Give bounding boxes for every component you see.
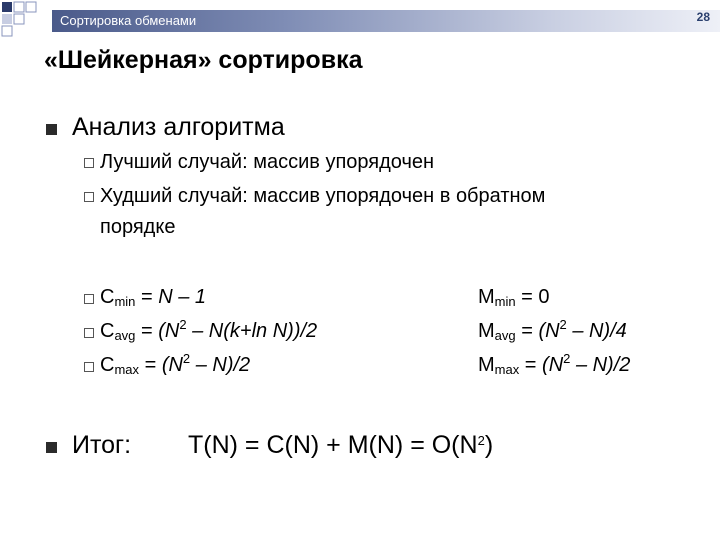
checkbox-bullet-icon: [84, 294, 94, 304]
c-max-formula: $C_{max} = (N^2 - N)/2$: [100, 351, 251, 377]
checkbox-bullet-icon: [84, 158, 94, 168]
page-number: 28: [696, 10, 710, 24]
best-case-text: Лучший случай: массив упорядочен: [100, 151, 435, 173]
c-avg-formula: $C_{avg} = (N^2 - N(k+\ln$ N))/2: [100, 317, 318, 343]
worst-case-text: Худший случай: массив упорядочен в обратном: [100, 185, 546, 207]
analysis-heading: Анализ алгоритма: [72, 113, 285, 141]
checkbox-bullet-icon: [84, 362, 94, 372]
bullet-square-icon: [46, 124, 57, 135]
checkbox-bullet-icon: [84, 328, 94, 338]
decorative-squares: [0, 0, 60, 44]
section-title: Сортировка обменами: [60, 13, 197, 28]
worst-case-text-cont: порядке: [100, 216, 176, 238]
checkbox-bullet-icon: [84, 192, 94, 202]
result-formula: $T(N) = C(N) + M(N) = O(N^2)$: [188, 431, 494, 459]
m-avg-formula: $M_{avg} = (N^2 - N)/4$: [478, 317, 627, 343]
slide-title: «Шейкерная» сортировка: [44, 46, 363, 74]
result-label: Итог:: [72, 431, 132, 459]
bullet-square-icon: [46, 442, 57, 453]
m-min-formula: $M_{min} = 0$: [478, 286, 550, 309]
m-max-formula: $M_{max} = (N^2 - N)/2$: [478, 351, 631, 377]
c-min-formula: $C_{min} = N - 1$: [100, 286, 207, 309]
